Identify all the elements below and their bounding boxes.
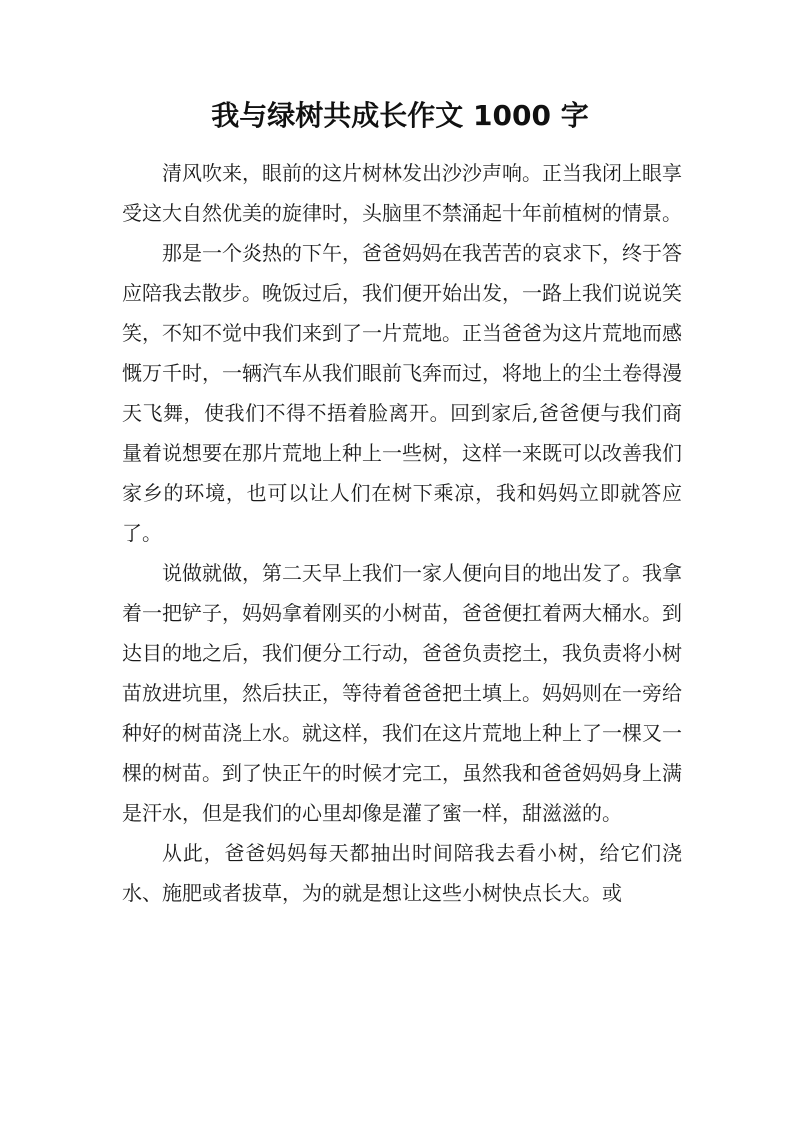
- paragraph: 从此，爸爸妈妈每天都抽出时间陪我去看小树，给它们浇水、施肥或者拔草，为的就是想让这些小树快点长大。或: [122, 841, 682, 905]
- paragraph: 说做就做，第二天早上我们一家人便向目的地出发了。我拿着一把铲子，妈妈拿着刚买的小树苗，爸爸便扛着两大桶水。到达目的地之后，我们便分工行动，爸爸负责挖土，我负责将小树苗放进坑里，然后扶正，等待着爸爸把土填上。妈妈则在一旁给种好的树苗浇上水。就这样，我们在这片荒地上种上了一棵又一棵的树苗。到了快正午的时候才完工，虽然我和爸爸妈妈身上满是汗水，但是我们的心里却像是灌了蜜一样，甜滋滋的。: [122, 561, 682, 825]
- document-title: 我与绿树共成长作文 1000 字: [211, 99, 589, 132]
- paragraph: 那是一个炎热的下午，爸爸妈妈在我苦苦的哀求下，终于答应陪我去散步。晚饭过后，我们便开始出发，一路上我们说说笑笑，不知不觉中我们来到了一片荒地。正当爸爸为这片荒地而感慨万千时，一辆汽车从我们眼前飞奔而过，将地上的尘土卷得漫天飞舞，使我们不得不捂着脸离开。回到家后,爸爸便与我们商量着说想要在那片荒地上种上一些树，这样一来既可以改善我们家乡的环境，也可以让人们在树下乘凉，我和妈妈立即就答应了。: [122, 241, 682, 545]
- document-body: [122, 153, 682, 913]
- paragraph: 清风吹来，眼前的这片树林发出沙沙声响。正当我闭上眼享受这大自然优美的旋律时，头脑里不禁涌起十年前植树的情景。: [122, 161, 682, 225]
